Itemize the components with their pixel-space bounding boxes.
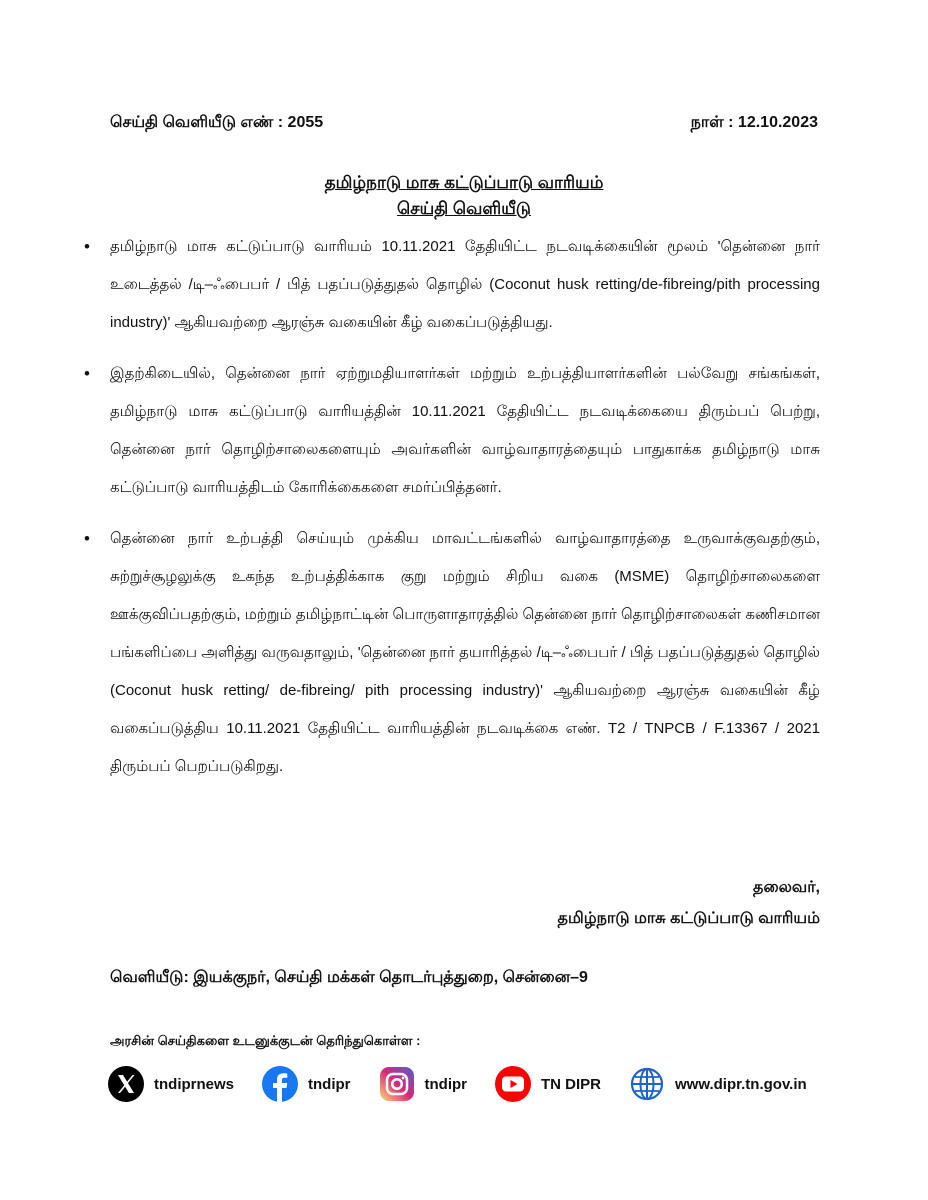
facebook-icon xyxy=(262,1066,298,1102)
social-youtube[interactable] xyxy=(495,1066,601,1102)
signature-org: தமிழ்நாடு மாசு கட்டுப்பாடு வாரியம் xyxy=(557,910,820,927)
x-logo-icon xyxy=(108,1066,144,1102)
social-links xyxy=(108,1066,848,1102)
website-url: www.dipr.tn.gov.in xyxy=(675,1075,807,1093)
signature-block xyxy=(440,872,820,934)
instagram-icon xyxy=(379,1066,415,1102)
release-number: செய்தி வெளியீடு எண் : 2055 xyxy=(110,114,324,131)
title-subtitle: செய்தி வெளியீடு xyxy=(397,199,531,218)
instagram-handle: tndipr xyxy=(424,1075,468,1093)
social-x[interactable] xyxy=(108,1066,234,1102)
social-facebook[interactable] xyxy=(262,1066,351,1102)
release-line: வெளியீடு: இயக்குநர், செய்தி மக்கள் தொடர்புத்துறை, சென்னை–9 xyxy=(110,969,588,986)
social-website[interactable] xyxy=(629,1066,807,1102)
document-title xyxy=(0,170,928,222)
facebook-handle: tndipr xyxy=(308,1075,351,1093)
bullet-item: • தென்னை நார் உற்பத்தி செய்யும் முக்கிய மாவட்டங்களில் வாழ்வாதாரத்தை உருவாக்குவதற்கும், சுற்றுச்சூழலுக்கு உகந்த உற்பத்திக்காக குறு மற்றும் சிறிய வகை (MSME) தொழிற்சாலைகளை ஊக்குவிப்பதற்கும், மற்றும் தமிழ்நாட்டின் பொருளாதாரத்தில் தென்னை நார் தொழிற்சாலைகள் கணிசமான பங்களிப்பை அளித்து வருவதாலும், 'தென்னை நார் தயாரித்தல் /டி–ஃபைபர் / பித் பதப்படுத்துதல் தொழில் (Coconut husk retting/ de-fibreing/ pith processing industry)' ஆகியவற்றை ஆரஞ்சு வகையின் கீழ் வகைப்படுத்திய 10.11.2021 தேதியிட்ட வாரியத்தின் நடவடிக்கை எண். T2 / TNPCB / F.13367 / 2021 திரும்பப் பெறப்படுகிறது. xyxy=(80,520,820,786)
globe-icon xyxy=(629,1066,665,1102)
bullet-item: • இதற்கிடையில், தென்னை நார் ஏற்றுமதியாளர்கள் மற்றும் உற்பத்தியாளர்களின் பல்வேறு சங்கங்கள், தமிழ்நாடு மாசு கட்டுப்பாடு வாரியத்தின் 10.11.2021 தேதியிட்ட நடவடிக்கையை திரும்பப் பெற்று, தென்னை நார் தொழிற்சாலைகளையும் அவர்களின் வாழ்வாதாரத்தையும் பாதுகாக்க தமிழ்நாடு மாசு கட்டுப்பாடு வாரியத்திடம் கோரிக்கைகளை சமர்ப்பித்தனர். xyxy=(80,355,820,507)
bullet-list xyxy=(80,228,820,799)
x-handle: tndiprnews xyxy=(154,1075,235,1093)
youtube-icon xyxy=(495,1066,531,1102)
bullet-item: • தமிழ்நாடு மாசு கட்டுப்பாடு வாரியம் 10.11.2021 தேதியிட்ட நடவடிக்கையின் மூலம் 'தென்னை நார் உடைத்தல் /டி–ஃபைபர் / பித் பதப்படுத்துதல் தொழில் (Coconut husk retting/de-fibreing/pith processing industry)' ஆகியவற்றை ஆரஞ்சு வகையின் கீழ் வகைப்படுத்தியது. xyxy=(80,228,820,342)
youtube-handle: TN DIPR xyxy=(541,1075,602,1093)
title-org: தமிழ்நாடு மாசு கட்டுப்பாடு வாரியம் xyxy=(324,173,604,192)
social-instagram[interactable] xyxy=(379,1066,468,1102)
release-header xyxy=(110,113,818,133)
release-date: நாள் : 12.10.2023 xyxy=(690,114,818,131)
signature-designation: தலைவர், xyxy=(753,879,820,896)
social-heading: அரசின் செய்திகளை உடனுக்குடன் தெரிந்துகொள்ள : xyxy=(110,1033,421,1048)
